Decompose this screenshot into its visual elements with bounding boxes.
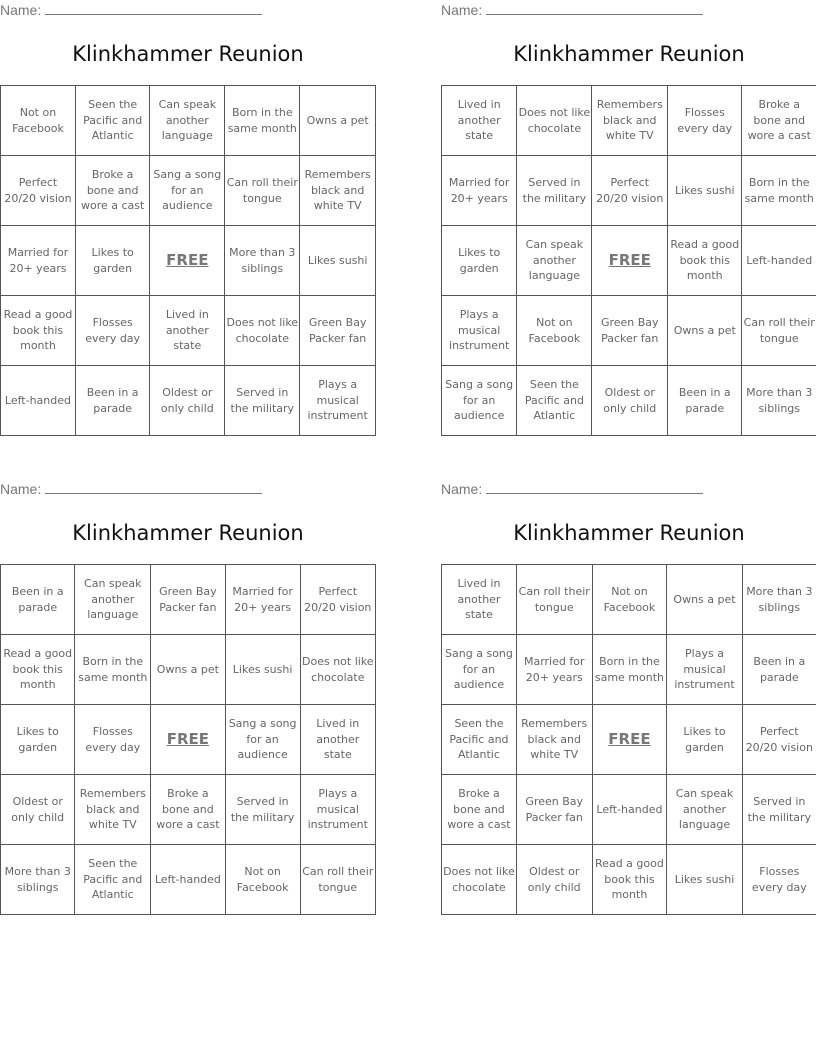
bingo-cell[interactable]: Plays a musical instrument — [667, 635, 742, 705]
bingo-cell[interactable]: Can speak another language — [667, 775, 742, 845]
bingo-row — [1, 565, 376, 635]
bingo-cell[interactable]: Green Bay Packer fan — [151, 565, 226, 635]
bingo-cell[interactable]: Owns a pet — [667, 565, 742, 635]
bingo-cell[interactable]: Oldest or only child — [516, 845, 592, 915]
bingo-cell[interactable]: Flosses every day — [75, 296, 149, 366]
bingo-cell[interactable]: Served in the military — [517, 156, 592, 226]
bingo-cell[interactable]: Broke a bone and wore a cast — [75, 156, 149, 226]
bingo-cell[interactable]: Served in the military — [225, 775, 300, 845]
bingo-cell[interactable]: Married for 20+ years — [1, 226, 76, 296]
bingo-cell[interactable]: Read a good book this month — [668, 226, 742, 296]
bingo-row — [1, 845, 376, 915]
bingo-cell[interactable]: Likes to garden — [442, 226, 517, 296]
bingo-cell[interactable]: Married for 20+ years — [516, 635, 592, 705]
bingo-cell[interactable]: Seen the Pacific and Atlantic — [517, 366, 592, 436]
name-blank[interactable] — [45, 2, 262, 15]
bingo-cell[interactable]: Broke a bone and wore a cast — [151, 775, 226, 845]
bingo-cell[interactable]: Left-handed — [742, 226, 816, 296]
bingo-cell[interactable]: Perfect 20/20 vision — [300, 565, 375, 635]
bingo-cell[interactable]: Not on Facebook — [517, 296, 592, 366]
name-label: Name: — [0, 2, 42, 18]
bingo-cell[interactable]: Not on Facebook — [225, 845, 300, 915]
bingo-cell[interactable]: Likes sushi — [300, 226, 376, 296]
bingo-row — [442, 635, 816, 705]
bingo-grid — [441, 85, 816, 436]
free-space-cell[interactable]: FREE — [592, 226, 668, 296]
bingo-cell[interactable]: Likes to garden — [1, 705, 75, 775]
bingo-cell[interactable]: Plays a musical instrument — [300, 775, 375, 845]
card-title: Klinkhammer Reunion — [72, 521, 304, 545]
bingo-row — [442, 296, 816, 366]
bingo-row — [1, 156, 376, 226]
bingo-cell[interactable]: Likes sushi — [668, 156, 742, 226]
bingo-cell[interactable]: Oldest or only child — [150, 366, 225, 436]
bingo-grid — [0, 85, 376, 436]
bingo-cell[interactable]: Left-handed — [151, 845, 226, 915]
bingo-cell[interactable]: Not on Facebook — [592, 565, 667, 635]
name-line — [441, 481, 703, 497]
name-label: Name: — [441, 2, 483, 18]
bingo-grid — [0, 564, 376, 915]
bingo-cell[interactable]: Sang a song for an audience — [225, 705, 300, 775]
bingo-row — [442, 705, 816, 775]
bingo-cell[interactable]: Does not like chocolate — [517, 86, 592, 156]
name-line — [441, 2, 703, 18]
bingo-cell[interactable]: Does not like chocolate — [442, 845, 517, 915]
bingo-cell[interactable]: Seen the Pacific and Atlantic — [75, 86, 149, 156]
free-space-cell[interactable]: FREE — [150, 226, 225, 296]
bingo-cell[interactable]: Can roll their tongue — [516, 565, 592, 635]
bingo-cell[interactable]: Married for 20+ years — [225, 565, 300, 635]
name-line — [0, 2, 262, 18]
bingo-cell[interactable]: Lived in another state — [442, 565, 517, 635]
bingo-row — [442, 366, 816, 436]
bingo-cell[interactable]: Perfect 20/20 vision — [742, 705, 816, 775]
bingo-cell[interactable]: Owns a pet — [300, 86, 376, 156]
bingo-cell[interactable]: Can speak another language — [517, 226, 592, 296]
bingo-cell[interactable]: Can roll their tongue — [225, 156, 300, 226]
name-blank[interactable] — [45, 481, 262, 494]
bingo-row — [442, 156, 816, 226]
bingo-cell[interactable]: Plays a musical instrument — [442, 296, 517, 366]
bingo-cell[interactable]: Does not like chocolate — [300, 635, 375, 705]
bingo-row — [442, 845, 816, 915]
bingo-cell[interactable]: Likes sushi — [225, 635, 300, 705]
bingo-cell[interactable]: Can roll their tongue — [300, 845, 375, 915]
bingo-cell[interactable]: Lived in another state — [300, 705, 375, 775]
bingo-cell[interactable]: Been in a parade — [1, 565, 75, 635]
name-line — [0, 481, 262, 497]
bingo-cell[interactable]: Perfect 20/20 vision — [1, 156, 76, 226]
bingo-row — [1, 226, 376, 296]
bingo-cell[interactable]: Served in the military — [225, 366, 300, 436]
bingo-row — [1, 296, 376, 366]
bingo-cell[interactable]: Been in a parade — [75, 366, 149, 436]
name-blank[interactable] — [486, 481, 703, 494]
bingo-cell[interactable]: Flosses every day — [742, 845, 816, 915]
bingo-cell[interactable]: More than 3 siblings — [742, 565, 816, 635]
bingo-cell[interactable]: Lived in another state — [442, 86, 517, 156]
bingo-row — [1, 635, 376, 705]
card-title: Klinkhammer Reunion — [513, 42, 745, 66]
bingo-cell[interactable]: Remembers black and white TV — [300, 156, 376, 226]
card-title: Klinkhammer Reunion — [72, 42, 304, 66]
bingo-cell[interactable]: Left-handed — [1, 366, 76, 436]
bingo-cell[interactable]: Green Bay Packer fan — [516, 775, 592, 845]
bingo-cell[interactable]: Likes sushi — [667, 845, 742, 915]
bingo-cell[interactable]: Oldest or only child — [592, 366, 668, 436]
bingo-cell[interactable]: Flosses every day — [668, 86, 742, 156]
name-blank[interactable] — [486, 2, 703, 15]
bingo-cell[interactable]: Perfect 20/20 vision — [592, 156, 668, 226]
bingo-cell[interactable]: Read a good book this month — [1, 635, 75, 705]
bingo-cell[interactable]: More than 3 siblings — [742, 366, 816, 436]
bingo-cell[interactable]: Broke a bone and wore a cast — [442, 775, 517, 845]
bingo-cell[interactable]: Seen the Pacific and Atlantic — [442, 705, 517, 775]
bingo-row — [442, 565, 816, 635]
bingo-cell[interactable]: Green Bay Packer fan — [592, 296, 668, 366]
bingo-cell[interactable]: Sang a song for an audience — [442, 366, 517, 436]
bingo-row — [1, 366, 376, 436]
bingo-cell[interactable]: Seen the Pacific and Atlantic — [75, 845, 151, 915]
bingo-cell[interactable]: Plays a musical instrument — [300, 366, 376, 436]
bingo-cell[interactable]: Owns a pet — [151, 635, 226, 705]
bingo-cell[interactable]: Likes to garden — [75, 226, 149, 296]
bingo-row — [1, 705, 376, 775]
bingo-cell[interactable]: Born in the same month — [592, 635, 667, 705]
bingo-cell[interactable]: Broke a bone and wore a cast — [742, 86, 816, 156]
bingo-cell[interactable]: Left-handed — [592, 775, 667, 845]
name-label: Name: — [441, 481, 483, 497]
bingo-cell[interactable]: Green Bay Packer fan — [300, 296, 376, 366]
bingo-cell[interactable]: Sang a song for an audience — [442, 635, 517, 705]
bingo-cell[interactable]: Lived in another state — [150, 296, 225, 366]
bingo-cell[interactable]: Read a good book this month — [1, 296, 76, 366]
bingo-cell[interactable]: Born in the same month — [75, 635, 151, 705]
bingo-cell[interactable]: Been in a parade — [742, 635, 816, 705]
bingo-cell[interactable]: Remembers black and white TV — [516, 705, 592, 775]
bingo-cell[interactable]: Oldest or only child — [1, 775, 75, 845]
free-space-cell[interactable]: FREE — [592, 705, 667, 775]
bingo-row — [1, 775, 376, 845]
bingo-cell[interactable]: Served in the military — [742, 775, 816, 845]
bingo-cell[interactable]: Born in the same month — [742, 156, 816, 226]
bingo-cell[interactable]: Can speak another language — [75, 565, 151, 635]
bingo-row — [1, 86, 376, 156]
bingo-cell[interactable]: Remembers black and white TV — [592, 86, 668, 156]
bingo-row — [442, 775, 816, 845]
bingo-row — [442, 226, 816, 296]
card-title: Klinkhammer Reunion — [513, 521, 745, 545]
bingo-cell[interactable]: Owns a pet — [668, 296, 742, 366]
bingo-cell[interactable]: More than 3 siblings — [225, 226, 300, 296]
bingo-cell[interactable]: Not on Facebook — [1, 86, 76, 156]
bingo-cell[interactable]: Likes to garden — [667, 705, 742, 775]
bingo-cell[interactable]: Can roll their tongue — [742, 296, 816, 366]
bingo-cell[interactable]: Flosses every day — [75, 705, 151, 775]
bingo-cell[interactable]: Can speak another language — [150, 86, 225, 156]
bingo-row — [442, 86, 816, 156]
name-label: Name: — [0, 481, 42, 497]
bingo-cell[interactable]: Read a good book this month — [592, 845, 667, 915]
bingo-cell[interactable]: Been in a parade — [668, 366, 742, 436]
bingo-cell[interactable]: Remembers black and white TV — [75, 775, 151, 845]
bingo-cell[interactable]: Sang a song for an audience — [150, 156, 225, 226]
free-space-cell[interactable]: FREE — [151, 705, 226, 775]
bingo-grid — [441, 564, 816, 915]
bingo-cell[interactable]: More than 3 siblings — [1, 845, 75, 915]
bingo-cell[interactable]: Does not like chocolate — [225, 296, 300, 366]
bingo-cell[interactable]: Born in the same month — [225, 86, 300, 156]
bingo-cell[interactable]: Married for 20+ years — [442, 156, 517, 226]
